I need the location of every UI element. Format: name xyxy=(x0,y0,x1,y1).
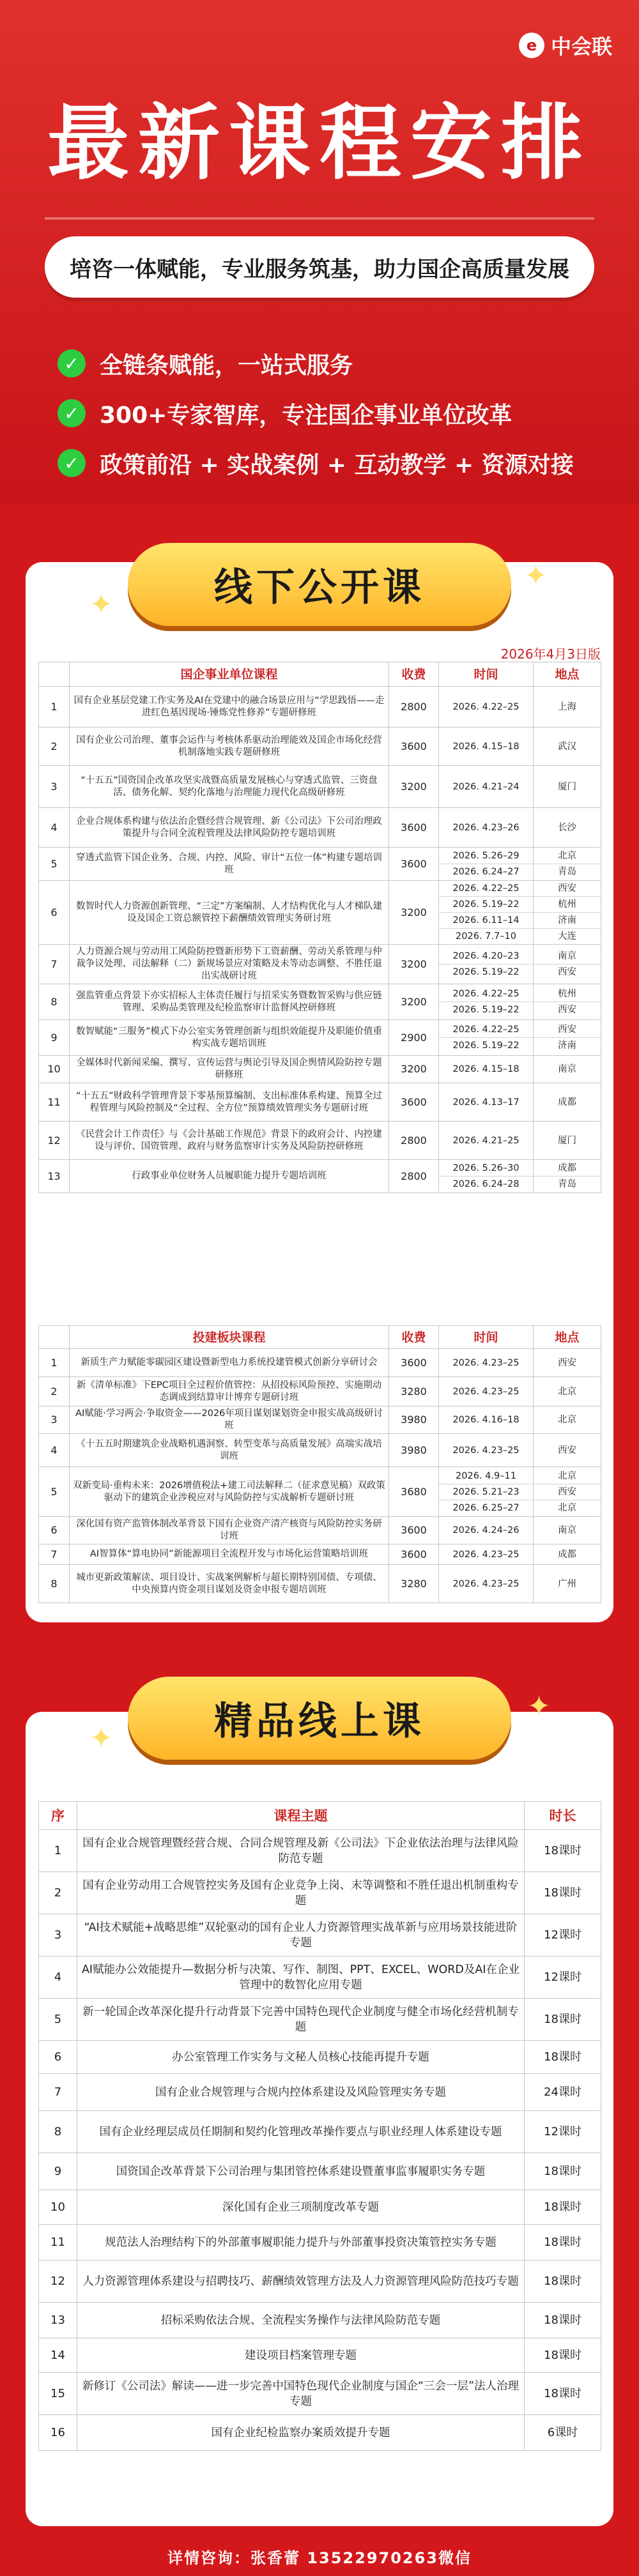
row-number: 2 xyxy=(39,1377,70,1406)
feature-list xyxy=(58,339,594,488)
course-title: AI赋能·学习两会·争取资金——2026年项目谋划谋划资金申报实战高级研讨班 xyxy=(70,1406,389,1434)
course-fee: 3600 xyxy=(389,1083,439,1122)
feature-item xyxy=(58,438,594,488)
table-row xyxy=(39,1377,601,1406)
place-entry: 长沙 xyxy=(558,822,576,833)
place-entry: 西安 xyxy=(558,1445,576,1456)
date-entry: 2026. 4.22–25 xyxy=(452,701,520,712)
row-number: 13 xyxy=(39,1160,70,1193)
place-entry: 武汉 xyxy=(558,741,576,752)
check-icon: ✓ xyxy=(58,399,86,427)
course-title: 全媒体时代新闻采编、撰写、宣传运营与舆论引导及国企舆情风险防控专题研修班 xyxy=(70,1056,389,1083)
date-entry: 2026. 4.20–23 xyxy=(439,949,533,964)
date-entry: 2026. 6.25–27 xyxy=(452,1502,520,1513)
date-entry: 2026. 4.21–24 xyxy=(452,781,520,792)
course-title: 国有企业纪检监察办案质效提升专题 xyxy=(77,2415,525,2451)
course-title: 双新变局·重构未来：2026增值税法+建工司法解释二（征求意见稿）双政策驱动下的建筑企业涉税应对与风险防控与实战解析专题研讨班 xyxy=(70,1467,389,1517)
place-entry: 南京 xyxy=(558,1525,576,1536)
course-dates xyxy=(439,728,534,766)
course-places xyxy=(534,1083,601,1122)
course-hours: 12课时 xyxy=(525,1914,601,1956)
course-dates xyxy=(439,881,534,945)
column-header-date: 时间 xyxy=(439,1326,534,1349)
course-places xyxy=(534,984,601,1020)
course-title: 深化国有资产监管体制改革背景下国有企业资产清产核资与风险防控实务研讨班 xyxy=(70,1517,389,1544)
course-fee: 2800 xyxy=(389,687,439,728)
state-enterprise-course-table xyxy=(38,662,601,1193)
row-number: 5 xyxy=(39,1467,70,1517)
course-dates xyxy=(439,1020,534,1056)
table-row xyxy=(39,1467,601,1517)
row-number: 15 xyxy=(39,2373,77,2415)
table-row xyxy=(39,945,601,984)
course-hours: 12课时 xyxy=(525,1956,601,1999)
date-entry: 2026. 4.23–25 xyxy=(452,1386,520,1397)
course-dates xyxy=(439,1565,534,1603)
feature-text: 政策前沿 + 实战案例 + 互动教学 + 资源对接 xyxy=(100,452,574,478)
course-places xyxy=(534,945,601,984)
course-title: 办公室管理工作实务与文秘人员核心技能再提升专题 xyxy=(77,2041,525,2074)
feature-item xyxy=(58,339,594,388)
course-fee: 3200 xyxy=(389,945,439,984)
course-fee: 3200 xyxy=(389,766,439,808)
place-entry: 西安 xyxy=(558,1357,576,1368)
contact-footer: 详情咨询：张香蕾 13522970263微信 xyxy=(167,2549,472,2567)
table-row xyxy=(39,1434,601,1467)
course-places xyxy=(534,1434,601,1467)
course-fee: 3600 xyxy=(389,1544,439,1565)
table-row xyxy=(39,766,601,808)
row-number: 1 xyxy=(39,687,70,728)
table-row xyxy=(39,687,601,728)
row-number: 8 xyxy=(39,1565,70,1603)
column-header-no xyxy=(39,1326,70,1349)
course-places xyxy=(534,808,601,848)
place-entry: 成都 xyxy=(558,1097,576,1108)
table-row xyxy=(39,1406,601,1434)
course-places xyxy=(534,848,601,881)
course-dates xyxy=(439,1406,534,1434)
place-entry: 西安 xyxy=(534,1484,601,1500)
place-entry: 厦门 xyxy=(558,781,576,792)
place-entry: 西安 xyxy=(558,967,576,977)
course-dates xyxy=(439,848,534,881)
course-title: 数智赋能“三服务”模式下办公室实务管理创新与组织效能提升及职能价值重构实战专题培训班 xyxy=(70,1020,389,1056)
sparkle-icon: ✦ xyxy=(527,1690,551,1723)
course-dates xyxy=(439,1377,534,1406)
table-row xyxy=(39,1349,601,1377)
course-dates xyxy=(439,1122,534,1160)
course-title: 深化国有企业三项制度改革专题 xyxy=(77,2190,525,2225)
online-course-table xyxy=(38,1801,601,2451)
logo-text: 中会联 xyxy=(550,34,612,59)
hero-banner xyxy=(0,0,639,505)
place-entry: 大连 xyxy=(558,931,576,941)
course-places xyxy=(534,1349,601,1377)
date-entry: 2026. 5.19–22 xyxy=(452,967,520,977)
column-header-fee: 收费 xyxy=(389,662,439,687)
course-dates xyxy=(439,1056,534,1083)
date-entry: 2026. 5.21–23 xyxy=(439,1484,533,1500)
date-entry: 2026. 4.16–18 xyxy=(452,1415,520,1425)
course-places xyxy=(534,1544,601,1565)
course-hours: 18课时 xyxy=(525,1999,601,2041)
table-row xyxy=(39,2415,601,2451)
table-row xyxy=(39,1544,601,1565)
table-row xyxy=(39,2111,601,2153)
course-dates xyxy=(439,1434,534,1467)
course-dates xyxy=(439,1467,534,1517)
course-dates xyxy=(439,1517,534,1544)
table-row xyxy=(39,848,601,881)
row-number: 3 xyxy=(39,1406,70,1434)
place-entry: 西安 xyxy=(534,1022,601,1038)
row-number: 9 xyxy=(39,2153,77,2190)
row-number: 1 xyxy=(39,1830,77,1872)
place-entry: 北京 xyxy=(558,1415,576,1425)
course-title: 数智时代人力资源创新管理、“三定”方案编制、人才结构优化与人才梯队建设及国企工资总额管控下薪酬绩效管理实务研讨班 xyxy=(70,881,389,945)
table-row xyxy=(39,1056,601,1083)
feature-text: 全链条赋能，一站式服务 xyxy=(100,352,353,379)
course-places xyxy=(534,1467,601,1517)
table-row xyxy=(39,1160,601,1193)
place-entry: 西安 xyxy=(558,1005,576,1015)
date-entry: 2026. 5.19–22 xyxy=(452,1005,520,1015)
table-row xyxy=(39,2373,601,2415)
course-title: 人力资源合规与劳动用工风险防控暨新形势下工资薪酬、劳动关系管理与仲裁争议处理、司法解释（二）新规场景应对策略及未等动态调整、不胜任退出实战研讨班 xyxy=(70,945,389,984)
course-title: AI赋能办公效能提升—数据分析与决策、写作、制图、PPT、EXCEL、WORD及AI在企业管理中的数智化应用专题 xyxy=(77,1956,525,1999)
column-header-place: 地点 xyxy=(534,662,601,687)
table-row xyxy=(39,1956,601,1999)
course-title: AI智算体“算电协同”新能源项目全流程开发与市场化运营策略培训班 xyxy=(70,1544,389,1565)
row-number: 16 xyxy=(39,2415,77,2451)
course-hours: 12课时 xyxy=(525,2111,601,2153)
row-number: 2 xyxy=(39,1872,77,1914)
date-entry: 2026. 5.19–22 xyxy=(452,1040,520,1051)
course-hours: 18课时 xyxy=(525,2373,601,2415)
course-title: 城市更新政策解读、项目设计、实战案例解析与超长期特别国债、专项债、中央预算内资金项目谋划及资金申报专题培训班 xyxy=(70,1565,389,1603)
table-row xyxy=(39,1830,601,1872)
course-places xyxy=(534,1122,601,1160)
check-icon: ✓ xyxy=(58,349,86,377)
course-hours: 18课时 xyxy=(525,2225,601,2260)
date-entry: 2026. 4.23–26 xyxy=(452,822,520,833)
table-row xyxy=(39,728,601,766)
course-dates xyxy=(439,1160,534,1193)
row-number: 6 xyxy=(39,1517,70,1544)
table-row xyxy=(39,2041,601,2074)
course-hours: 24课时 xyxy=(525,2074,601,2111)
date-entry: 2026. 4.23–25 xyxy=(452,1578,520,1589)
course-places xyxy=(534,1377,601,1406)
column-header-fee: 收费 xyxy=(389,1326,439,1349)
course-places xyxy=(534,1565,601,1603)
sparkle-icon: ✦ xyxy=(89,588,113,621)
table-row xyxy=(39,2074,601,2111)
course-title: 招标采购依法合规、全流程实务操作与法律风险防范专题 xyxy=(77,2303,525,2338)
place-entry: 北京 xyxy=(534,848,601,864)
row-number: 5 xyxy=(39,1999,77,2041)
course-title: 新一轮国企改革深化提升行动背景下完善中国特色现代企业制度与健全市场化经营机制专题 xyxy=(77,1999,525,2041)
online-ribbon: 精品线上课 xyxy=(128,1677,511,1760)
column-header-date: 时间 xyxy=(439,662,534,687)
course-places xyxy=(534,1517,601,1544)
date-entry: 2026. 4.22–25 xyxy=(439,986,533,1002)
course-title: “十五五”国资国企改革攻坚实战暨高质量发展核心与穿透式监管、三资盘活、债务化解、契约化落地与治理能力现代化高级研修班 xyxy=(70,766,389,808)
course-title: 穿透式监管下国企业务、合规、内控、风险、审计“五位一体”构建专题培训班 xyxy=(70,848,389,881)
column-header-course: 课程主题 xyxy=(77,1802,525,1830)
place-entry: 济南 xyxy=(534,913,601,929)
date-entry: 2026. 4.21–25 xyxy=(452,1135,520,1146)
course-places xyxy=(534,1020,601,1056)
course-fee: 2800 xyxy=(389,1122,439,1160)
brand-logo[interactable] xyxy=(519,31,612,60)
column-header-place: 地点 xyxy=(534,1326,601,1349)
date-entry: 2026. 4.23–25 xyxy=(452,1549,520,1560)
date-entry: 2026. 6.24–27 xyxy=(452,867,520,877)
course-title: 国有企业合规管理暨经营合规、合同合规管理及新《公司法》下企业依法治理与法律风险防范专题 xyxy=(77,1830,525,1872)
course-title: 行政事业单位财务人员履职能力提升专题培训班 xyxy=(70,1160,389,1193)
version-date: 2026年4月3日版 xyxy=(500,646,601,662)
table-row xyxy=(39,2338,601,2373)
course-dates xyxy=(439,984,534,1020)
course-dates xyxy=(439,1083,534,1122)
course-title: 规范法人治理结构下的外部董事履职能力提升与外部董事投资决策管控实务专题 xyxy=(77,2225,525,2260)
course-fee: 2900 xyxy=(389,1020,439,1056)
course-title: 《十五五时期建筑企业战略机遇洞察、转型变革与高质量发展》高端实战培训班 xyxy=(70,1434,389,1467)
course-title: 国有企业合规管理与合规内控体系建设及风险管理实务专题 xyxy=(77,2074,525,2111)
course-fee: 3200 xyxy=(389,1056,439,1083)
course-title: 人力资源管理体系建设与招聘技巧、薪酬绩效管理方法及人力资源管理风险防范技巧专题 xyxy=(77,2260,525,2303)
table-row xyxy=(39,2190,601,2225)
table-row xyxy=(39,2225,601,2260)
course-dates xyxy=(439,766,534,808)
page-title: 最新课程安排 xyxy=(47,96,592,191)
check-icon: ✓ xyxy=(58,449,86,477)
row-number: 12 xyxy=(39,1122,70,1160)
table-row xyxy=(39,2153,601,2190)
row-number: 13 xyxy=(39,2303,77,2338)
feature-text: 300+专家智库，专注国企事业单位改革 xyxy=(100,402,512,429)
date-entry: 2026. 7.7–10 xyxy=(456,931,516,941)
place-entry: 南京 xyxy=(534,949,601,964)
course-fee: 3980 xyxy=(389,1434,439,1467)
row-number: 7 xyxy=(39,1544,70,1565)
course-hours: 6课时 xyxy=(525,2415,601,2451)
date-entry: 2026. 4.24–26 xyxy=(452,1525,520,1536)
subtitle: 培咨一体赋能，专业服务筑基，助力国企高质量发展 xyxy=(45,236,594,298)
offline-ribbon: 线下公开课 xyxy=(128,543,511,626)
row-number: 11 xyxy=(39,2225,77,2260)
course-fee: 3600 xyxy=(389,1517,439,1544)
course-hours: 18课时 xyxy=(525,1872,601,1914)
row-number: 10 xyxy=(39,2190,77,2225)
date-entry: 2026. 4.15–18 xyxy=(452,1064,520,1074)
course-fee: 3600 xyxy=(389,848,439,881)
course-title: 国有企业公司治理、董事会运作与考核体系驱动治理能效及国企市场化经营机制落地实践专题研修班 xyxy=(70,728,389,766)
course-title: 企业合规体系构建与依法治企暨经营合规管理、新《公司法》下公司治理政策提升与合同全流程管理及法律风险防控专题培训班 xyxy=(70,808,389,848)
place-entry: 上海 xyxy=(558,701,576,712)
row-number: 7 xyxy=(39,945,70,984)
row-number: 3 xyxy=(39,766,70,808)
course-fee: 3600 xyxy=(389,808,439,848)
column-header-course: 投建板块课程 xyxy=(70,1326,389,1349)
course-places xyxy=(534,881,601,945)
course-dates xyxy=(439,808,534,848)
course-dates xyxy=(439,687,534,728)
place-entry: 济南 xyxy=(558,1040,576,1051)
table-row xyxy=(39,2260,601,2303)
place-entry: 杭州 xyxy=(534,897,601,913)
date-entry: 2026. 5.26–30 xyxy=(439,1161,533,1177)
course-title: 新《清单标准》下EPC项目全过程价值管控：从招投标风险预控、实施期动态调成到结算审计博弈专题研讨班 xyxy=(70,1377,389,1406)
course-hours: 18课时 xyxy=(525,2260,601,2303)
place-entry: 西安 xyxy=(534,881,601,897)
place-entry: 成都 xyxy=(558,1549,576,1560)
course-title: 国有企业基层党建工作实务及AI在党建中的融合场景应用与“学思践悟——走进红色基因现场·锤炼党性修养”专题研修班 xyxy=(70,687,389,728)
place-entry: 北京 xyxy=(534,1468,601,1484)
course-fee: 3280 xyxy=(389,1565,439,1603)
course-dates xyxy=(439,945,534,984)
course-title: 国有企业经理层成员任期制和契约化管理改革操作要点与职业经理人体系建设专题 xyxy=(77,2111,525,2153)
course-places xyxy=(534,766,601,808)
course-fee: 3680 xyxy=(389,1467,439,1517)
row-number: 12 xyxy=(39,2260,77,2303)
place-entry: 广州 xyxy=(558,1578,576,1589)
date-entry: 2026. 4.23–25 xyxy=(452,1445,520,1456)
row-number: 8 xyxy=(39,984,70,1020)
course-fee: 3280 xyxy=(389,1377,439,1406)
logo-icon: e xyxy=(519,33,544,58)
table-row xyxy=(39,1872,601,1914)
date-entry: 2026. 4.23–25 xyxy=(452,1357,520,1368)
row-number: 5 xyxy=(39,848,70,881)
date-entry: 2026. 6.24–28 xyxy=(452,1179,520,1189)
course-places xyxy=(534,1406,601,1434)
investment-course-table xyxy=(38,1325,601,1603)
place-entry: 南京 xyxy=(558,1064,576,1074)
table-row xyxy=(39,1914,601,1956)
course-places xyxy=(534,1056,601,1083)
row-number: 3 xyxy=(39,1914,77,1956)
column-header-course: 国企事业单位课程 xyxy=(70,662,389,687)
row-number: 9 xyxy=(39,1020,70,1056)
place-entry: 北京 xyxy=(558,1502,576,1513)
table-row xyxy=(39,2303,601,2338)
place-entry: 厦门 xyxy=(558,1135,576,1146)
table-row xyxy=(39,1999,601,2041)
row-number: 7 xyxy=(39,2074,77,2111)
course-title: 国有企业劳动用工合规管控实务及国有企业竞争上岗、末等调整和不胜任退出机制重构专题 xyxy=(77,1872,525,1914)
course-title: 《民营会计工作责任》与《会计基础工作规范》背景下的政府会计、内控建设与评价、国资管理、政府与财务监察审计实务及风险防控研修班 xyxy=(70,1122,389,1160)
feature-item xyxy=(58,388,594,438)
course-dates xyxy=(439,1349,534,1377)
course-hours: 18课时 xyxy=(525,2153,601,2190)
course-title: 国资国企改革背景下公司治理与集团管控体系建设暨董事监事履职实务专题 xyxy=(77,2153,525,2190)
column-header-hours: 时长 xyxy=(525,1802,601,1830)
row-number: 1 xyxy=(39,1349,70,1377)
course-title: 建设项目档案管理专题 xyxy=(77,2338,525,2373)
date-entry: 2026. 4.9–11 xyxy=(439,1468,533,1484)
table-row xyxy=(39,1083,601,1122)
row-number: 6 xyxy=(39,2041,77,2074)
course-hours: 18课时 xyxy=(525,2041,601,2074)
sparkle-icon: ✦ xyxy=(89,1722,113,1755)
course-places xyxy=(534,1160,601,1193)
course-dates xyxy=(439,1544,534,1565)
course-hours: 18课时 xyxy=(525,2190,601,2225)
table-row xyxy=(39,1517,601,1544)
row-number: 4 xyxy=(39,1434,70,1467)
course-hours: 18课时 xyxy=(525,2303,601,2338)
table-row xyxy=(39,1020,601,1056)
date-entry: 2026. 4.15–18 xyxy=(452,741,520,752)
course-hours: 18课时 xyxy=(525,2338,601,2373)
column-header-no: 序 xyxy=(39,1802,77,1830)
table-row xyxy=(39,1565,601,1603)
course-fee: 3600 xyxy=(389,728,439,766)
date-entry: 2026. 6.11–14 xyxy=(439,913,533,929)
place-entry: 北京 xyxy=(558,1386,576,1397)
course-title: 新修订《公司法》解读——进一步完善中国特色现代企业制度与国企“三会一层”法人治理专题 xyxy=(77,2373,525,2415)
course-fee: 3980 xyxy=(389,1406,439,1434)
date-entry: 2026. 4.13–17 xyxy=(452,1097,520,1108)
date-entry: 2026. 4.22–25 xyxy=(439,1022,533,1038)
date-entry: 2026. 4.22–25 xyxy=(439,881,533,897)
row-number: 2 xyxy=(39,728,70,766)
column-header-no xyxy=(39,662,70,687)
table-row xyxy=(39,1122,601,1160)
place-entry: 成都 xyxy=(534,1161,601,1177)
course-fee: 3200 xyxy=(389,984,439,1020)
title-divider xyxy=(45,217,594,220)
row-number: 6 xyxy=(39,881,70,945)
sparkle-icon: ✦ xyxy=(524,560,548,592)
course-fee: 3600 xyxy=(389,1349,439,1377)
course-fee: 3200 xyxy=(389,881,439,945)
table-row xyxy=(39,881,601,945)
course-places xyxy=(534,728,601,766)
course-title: 新质生产力赋能零碳园区建设暨新型电力系统投建管模式创新分享研讨会 xyxy=(70,1349,389,1377)
row-number: 4 xyxy=(39,1956,77,1999)
row-number: 11 xyxy=(39,1083,70,1122)
date-entry: 2026. 5.26–29 xyxy=(439,848,533,864)
place-entry: 青岛 xyxy=(558,1179,576,1189)
course-places xyxy=(534,687,601,728)
row-number: 4 xyxy=(39,808,70,848)
course-hours: 18课时 xyxy=(525,1830,601,1872)
row-number: 10 xyxy=(39,1056,70,1083)
date-entry: 2026. 5.19–22 xyxy=(439,897,533,913)
place-entry: 青岛 xyxy=(558,867,576,877)
table-row xyxy=(39,984,601,1020)
row-number: 14 xyxy=(39,2338,77,2373)
table-row xyxy=(39,808,601,848)
row-number: 8 xyxy=(39,2111,77,2153)
course-fee: 2800 xyxy=(389,1160,439,1193)
place-entry: 杭州 xyxy=(534,986,601,1002)
course-title: “十五五”财政科学管理背景下零基预算编制、支出标准体系构建、预算全过程管理与风险控制及“全过程、全方位”预算绩效管理实务专题研讨班 xyxy=(70,1083,389,1122)
course-title: 强监管重点背景下亦实招标人主体责任履行与招采实务暨数智采购与供应链管理、采购品类管理及纪检监察审计监督风控研修班 xyxy=(70,984,389,1020)
course-title: “AI技术赋能+战略思维”双轮驱动的国有企业人力资源管理实战革新与应用场景技能进阶专题 xyxy=(77,1914,525,1956)
